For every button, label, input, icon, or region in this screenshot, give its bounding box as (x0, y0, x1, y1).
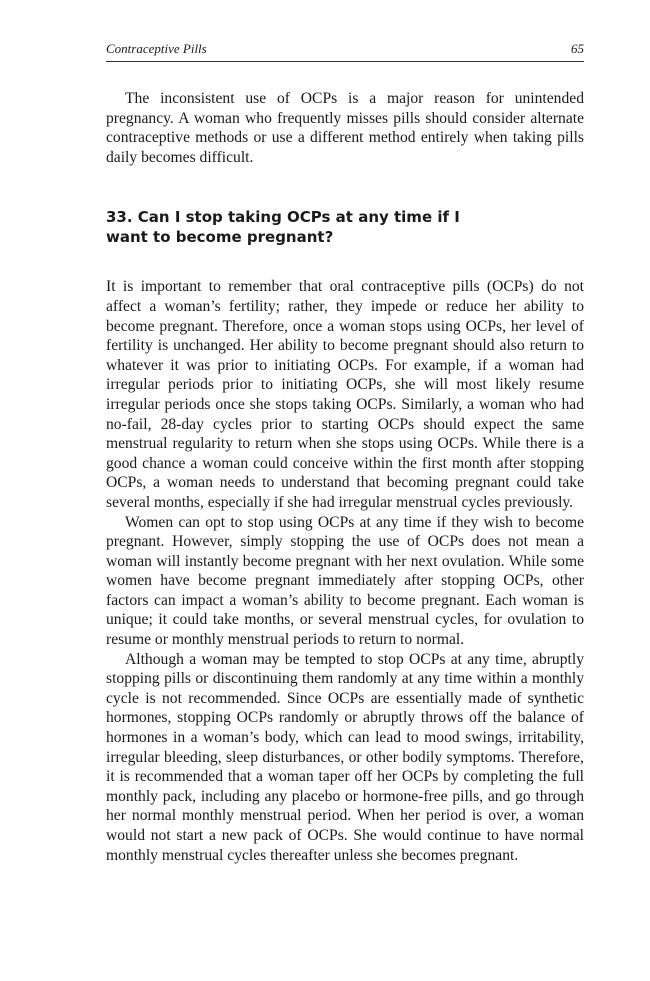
running-header-title: Contraceptive Pills (106, 41, 207, 56)
book-page (106, 40, 584, 865)
running-header (106, 40, 584, 62)
answer-paragraph-2: Women can opt to stop using OCPs at any time if they wish to become pregnant. However, simply stopping the use of OCPs does not mean a woman will instantly become pregnant with her next ovulation. While some women have become pregnant immediately after stopping OCPs, other factors can impact a woman’s ability to become pregnant. Each woman is unique; it could take months, or several menstrual cycles, for ovulation to resume or monthly menstrual periods to return to normal. (106, 513, 584, 649)
answer-paragraph-3: Although a woman may be tempted to stop OCPs at any time, abruptly stopping pills or discontinuing them randomly at any time within a monthly cycle is not recommended. Since OCPs are essentially made of synthetic hormones, stopping OCPs randomly or abruptly throws off the balance of hormones in a woman’s body, which can lead to mood swings, irritability, irregular bleeding, sleep disturbances, or other bodily symptoms. Therefore, it is recommended that a woman taper off her OCPs by completing the full monthly pack, including any placebo or hormone-free pills, and go through her normal monthly menstrual period. When her period is over, a woman would not start a new pack of OCPs. She would continue to have normal monthly menstrual cycles thereafter unless she becomes pregnant. (106, 650, 584, 864)
answer-paragraph-1: It is important to remember that oral contraceptive pills (OCPs) do not affect a woman’s fertility; rather, they impede or reduce her ability to become pregnant. Therefore, once a woman stops using OCPs, her level of fertility is unchanged. Her ability to become pregnant should also return to whatever it was prior to initiating OCPs. For example, if a woman had irregular periods prior to initiating OCPs, she will most likely resume irregular periods once she stops taking OCPs. Similarly, a woman who had no-fail, 28-day cycles prior to starting OCPs should expect the same menstrual regularity to return when she stops using OCPs. While there is a good chance a woman could conceive within the first month after stopping OCPs, a woman needs to understand that becoming pregnant could take several months, especially if she had irregular menstrual cycles previously. (106, 278, 584, 511)
intro-paragraph: The inconsistent use of OCPs is a major reason for unintended pregnancy. A woman who frequently misses pills should consider alternate contraceptive methods or use a different method entirely when taking pills daily becomes difficult. (106, 90, 584, 166)
page-number: 65 (571, 41, 584, 56)
question-heading: 33. Can I stop taking OCPs at any time if I want to become pregnant? (106, 208, 460, 247)
